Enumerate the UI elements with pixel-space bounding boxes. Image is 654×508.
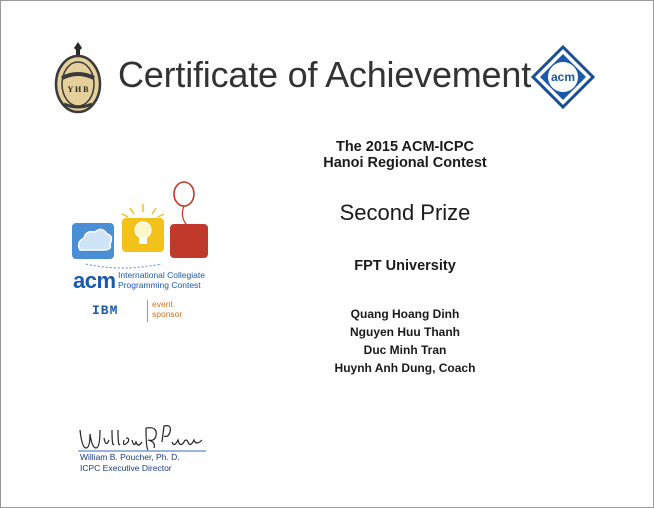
- ibm-logo: IBM: [92, 303, 119, 318]
- acm-tagline-line-1: International Collegiate: [118, 270, 205, 280]
- acm-wordmark: acm: [73, 268, 116, 293]
- team-member: Quang Hoang Dinh: [350, 307, 460, 321]
- seal-lettering: Y И B: [67, 85, 89, 94]
- team-list: [280, 305, 530, 377]
- acm-tagline: [118, 271, 205, 290]
- contest-name: [300, 139, 510, 171]
- signature: [76, 420, 208, 456]
- sponsor-divider: [147, 300, 148, 322]
- contest-line-2: Hanoi Regional Contest: [323, 155, 487, 171]
- balloon-tile-icon: [170, 224, 208, 258]
- contest-line-1: The 2015 ACM-ICPC: [335, 139, 475, 155]
- signatory-role: ICPC Executive Director: [80, 462, 172, 473]
- seal-logo: [54, 40, 102, 116]
- icpc-graphic-logo: [70, 180, 220, 280]
- institution-name: FPT University: [354, 258, 456, 274]
- team-coach: Huynh Anh Dung, Coach: [334, 361, 476, 375]
- team-member: Nguyen Huu Thanh: [350, 325, 460, 339]
- team-member: Duc Minh Tran: [363, 343, 447, 357]
- acm-badge-logo: [531, 45, 595, 109]
- sponsor-line-1: event: [152, 299, 173, 309]
- certificate-title: Certificate of Achievement: [118, 54, 532, 95]
- sponsor-line-2: sponsor: [152, 309, 183, 319]
- event-sponsor-label: [152, 299, 182, 319]
- signatory-name: William B. Poucher, Ph. D.: [80, 452, 180, 462]
- signatory-block: [80, 452, 180, 473]
- balloon-icon: [174, 182, 194, 206]
- acm-tagline-line-2: Programming Contest: [118, 279, 201, 290]
- award-title: Second Prize: [339, 200, 471, 225]
- acm-badge-text: acm: [550, 70, 576, 84]
